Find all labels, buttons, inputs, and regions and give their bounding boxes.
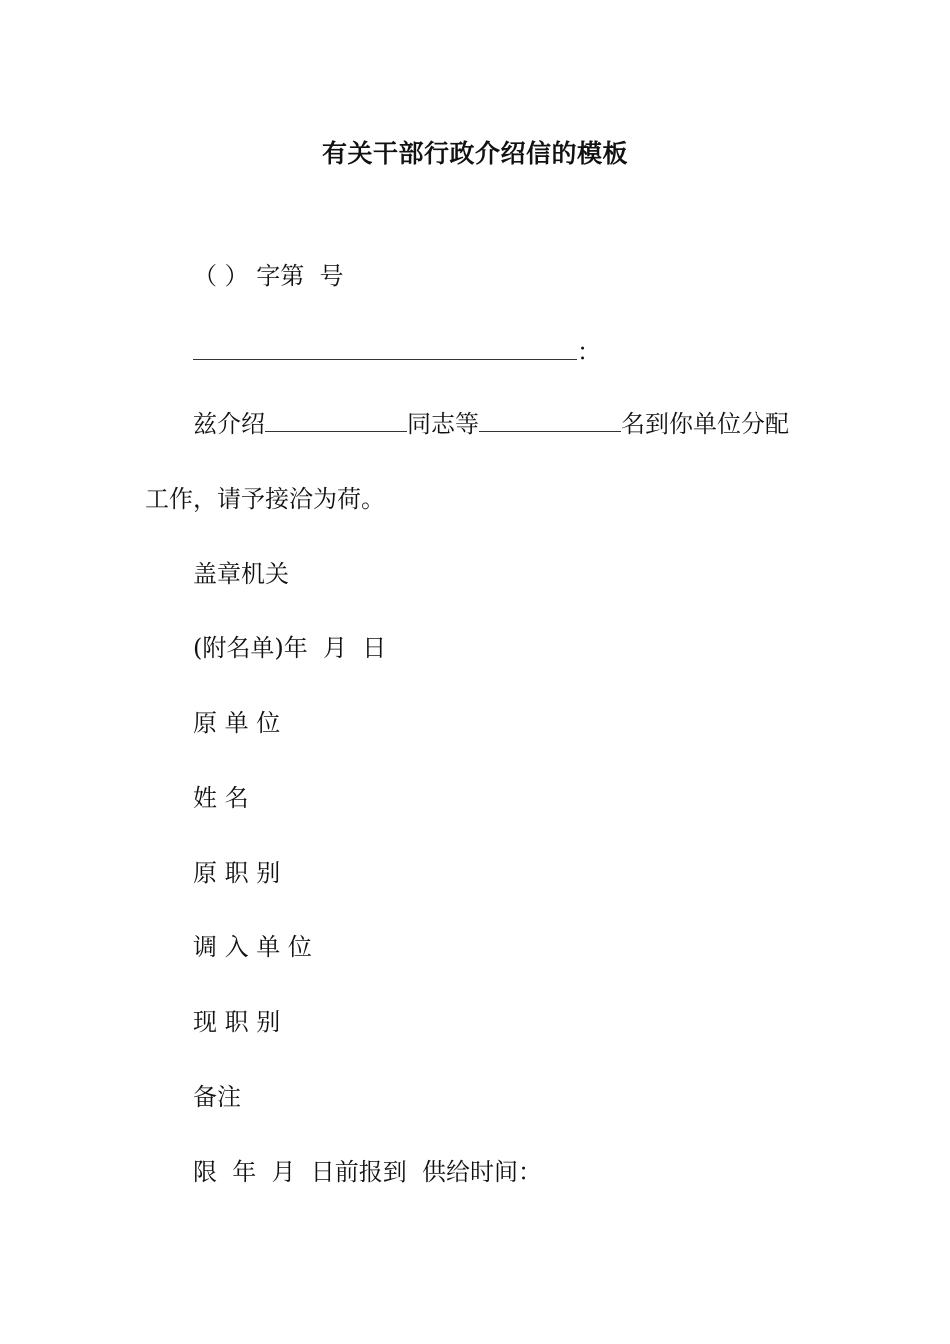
intro-middle: 同志等 [407, 410, 479, 438]
comrade-name-blank [265, 409, 407, 432]
original-unit-label: 原 单 位 [193, 709, 281, 737]
addressee-blank [193, 337, 577, 360]
transfer-unit-label: 调 入 单 位 [193, 933, 312, 961]
introduction-continuation: 工作，请予接洽为荷。 [145, 485, 385, 513]
document-title: 有关干部行政介绍信的模板 [321, 139, 628, 168]
attachment-date-line: (附名单)年 月 日 [193, 634, 387, 662]
intro-prefix: 兹介绍 [193, 410, 265, 438]
current-rank-label: 现 职 别 [193, 1008, 281, 1036]
reference-number-line: （ ） 字第 号 [193, 262, 344, 290]
introduction-line [193, 408, 789, 440]
name-label: 姓 名 [193, 784, 249, 812]
intro-suffix: 名到你单位分配 [621, 410, 789, 438]
deadline-line: 限 年 月 日前报到 供给时间： [193, 1158, 543, 1186]
count-blank [479, 409, 621, 432]
addressee-line [193, 336, 601, 368]
remarks-label: 备注 [193, 1083, 241, 1111]
original-rank-label: 原 职 别 [193, 859, 281, 887]
seal-organization: 盖章机关 [193, 560, 289, 588]
addressee-colon: ： [577, 338, 601, 366]
